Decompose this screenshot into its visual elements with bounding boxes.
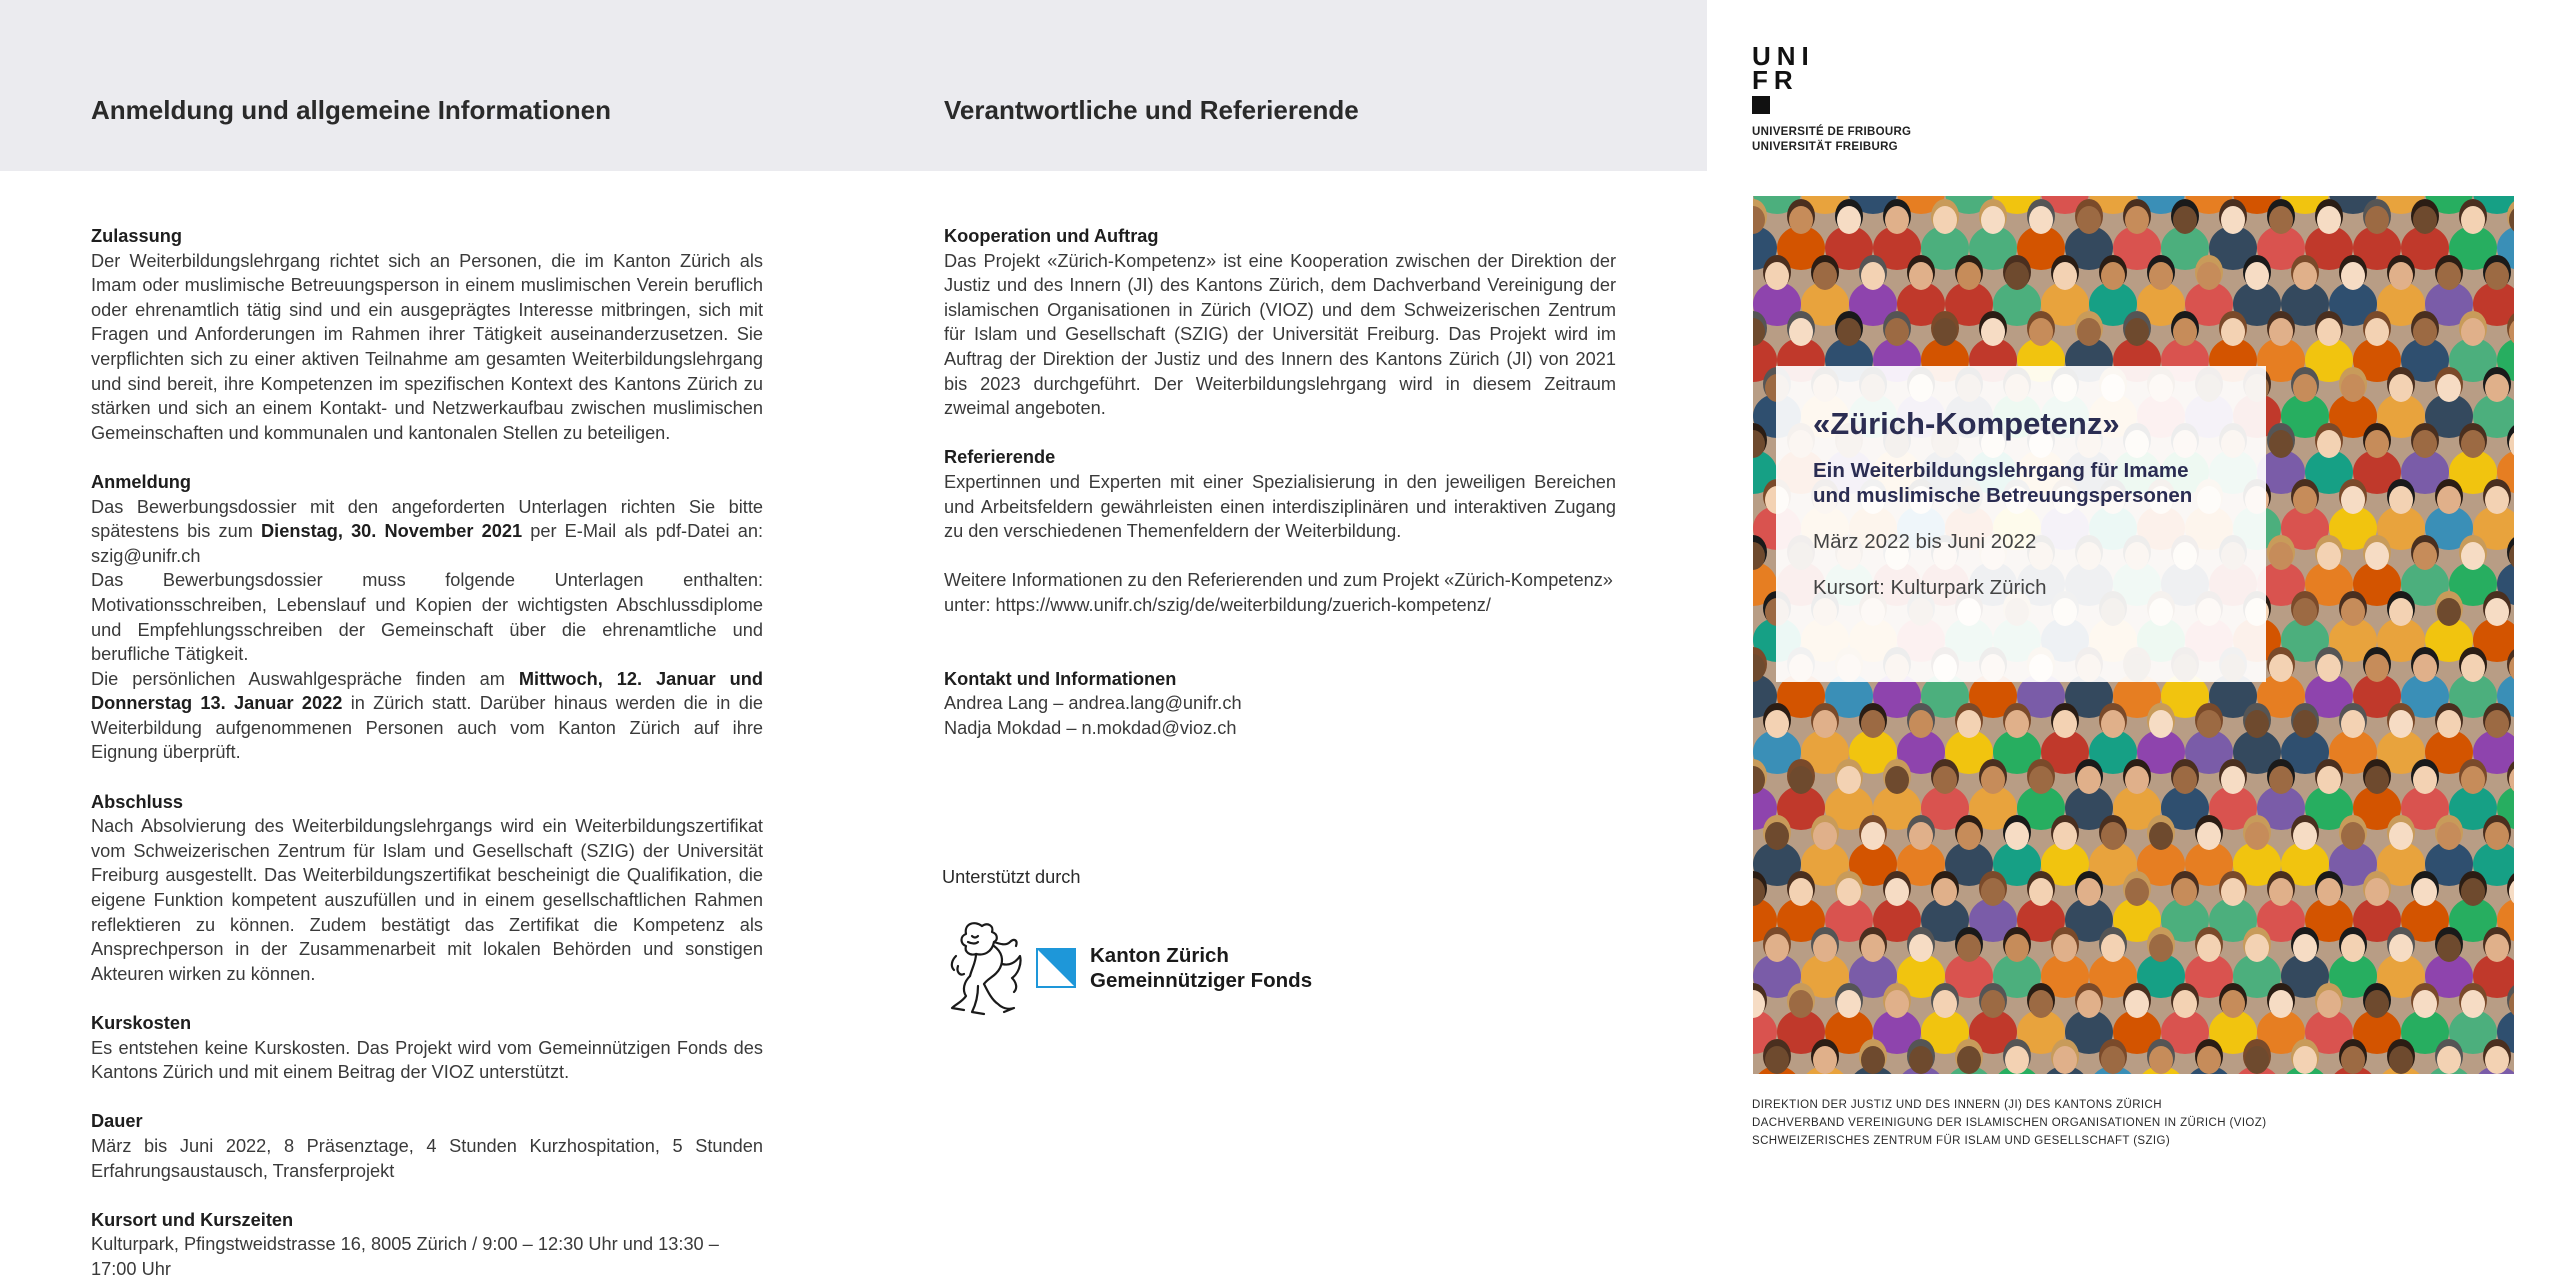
section-title: Anmeldung bbox=[91, 471, 192, 492]
section-text: März bis Juni 2022, 8 Präsenztage, 4 Stunden Kurzhospitation, 5 Stunden Erfahrungsaustausch, Transferprojekt bbox=[91, 1135, 763, 1181]
partner-szig: SCHWEIZERISCHES ZENTRUM FÜR ISLAM UND GESELLSCHAFT (SZIG) bbox=[1752, 1135, 2171, 1147]
section-kurskosten bbox=[91, 1011, 763, 1085]
middle-column-heading: Verantwortliche und Referierende bbox=[944, 95, 1359, 125]
org-name-line2: Gemeinnütziger Fonds bbox=[1090, 968, 1313, 992]
section-title: Kooperation und Auftrag bbox=[944, 226, 1159, 246]
section-kontakt bbox=[944, 667, 1616, 741]
section-abschluss bbox=[91, 790, 763, 987]
text-run: per E-Mail als pdf-Datei an: szig@unifr.ch bbox=[91, 521, 764, 566]
support-label: Unterstützt durch bbox=[942, 867, 1081, 888]
section-text: Der Weiterbildungslehrgang richtet sich an Personen, die im Kanton Zürich als Imam oder muslimische Betreuungsperson in einem muslimischen Verein beruflich oder ehrenamtlich tätig sind und ein ausgeprägtes Interesse mitbringen, sich mit Fragen und Anforderungen im Rahmen ihrer Tätigkeit auseinanderzusetzen. Sie verpflichten sich zu einer aktiven Teilnahme am gesamten Weiterbildungslehrgang und sind bereit, ihre Kompetenzen im spezifischen Kontext des Kantons Zürich zu stärken und sich an einem Kontakt- und Netzwerkaufbau zwischen muslimischen Gemeinschaften und kommunalen und kantonalen Stellen zu beteiligen. bbox=[91, 250, 763, 443]
unifr-square-icon bbox=[1752, 96, 1770, 114]
course-subtitle bbox=[1813, 458, 2230, 508]
cover-title-box bbox=[1776, 366, 2266, 682]
kanton-zuerich-logo bbox=[942, 916, 1616, 1020]
unifr-mark bbox=[1752, 41, 1911, 114]
section-text bbox=[91, 495, 763, 569]
more-info-link[interactable]: unter: https://www.unifr.ch/szig/de/weiterbildung/zuerich-kompetenz/ bbox=[944, 594, 1491, 615]
support-block bbox=[942, 865, 1616, 1020]
zurich-flag-icon bbox=[1036, 948, 1076, 988]
left-column-heading: Anmeldung und allgemeine Informationen bbox=[91, 95, 612, 125]
section-title: Referierende bbox=[944, 447, 1056, 468]
unifr-mark-line2: FR bbox=[1752, 65, 1799, 95]
partner-vioz: DACHVERBAND VEREINIGUNG DER ISLAMISCHEN ORGANISATIONEN IN ZÜRICH (VIOZ) bbox=[1752, 1117, 2267, 1129]
course-title: «Zürich-Kompetenz» bbox=[1813, 406, 2120, 441]
section-text: Expertinnen und Experten mit einer Spezialisierung in den jeweiligen Bereichen und Arbeitsfeldern gewährleisten einen interdisziplinären und interaktiven Zugang zu den verschiedenen Themenfeldern der Weiterbildung. bbox=[944, 471, 1616, 542]
section-kooperation bbox=[944, 224, 1616, 421]
section-title: Kursort und Kurszeiten bbox=[91, 1209, 294, 1230]
deadline-date: Dienstag, 30. November 2021 bbox=[261, 521, 523, 542]
unifr-logo bbox=[1752, 41, 1912, 155]
section-referierende bbox=[944, 445, 1616, 617]
section-dauer bbox=[91, 1109, 763, 1183]
org-name-line1: Kanton Zürich bbox=[1090, 943, 1229, 967]
contact-andrea-lang[interactable]: Andrea Lang – andrea.lang@unifr.ch bbox=[944, 693, 1242, 714]
section-text: Es entstehen keine Kurskosten. Das Projekt wird vom Gemeinnützigen Fonds des Kantons Zürich und mit einem Beitrag der VIOZ unterstützt. bbox=[91, 1037, 763, 1083]
section-text: Nach Absolvierung des Weiterbildungslehrgangs wird ein Weiterbildungszertifikat vom Schweizerischen Zentrum für Islam und Gesellschaft (SZIG) der Universität Freiburg ausgestellt. Das Weiterbildungszertifikat bescheinigt die Qualifikation, die eigene Funktion kompetent auszufüllen und in einem gesellschaftlichen Rahmen reflektieren zu können. Zudem bestätigt das Zertifikat die Kompetenz als Ansprechperson in der Zusammenarbeit mit lokalen Behörden und sonstigen Akteuren wirken zu können. bbox=[91, 816, 763, 984]
left-column bbox=[91, 224, 763, 1282]
interview-dates: Mittwoch, 12. Januar und Donnerstag 13. Januar 2022 bbox=[91, 668, 764, 714]
section-kursort bbox=[91, 1208, 763, 1282]
course-dates: März 2022 bis Juni 2022 bbox=[1813, 530, 2037, 553]
university-name bbox=[1752, 125, 1911, 155]
section-title: Zulassung bbox=[91, 226, 182, 246]
header-band bbox=[0, 0, 1707, 171]
zurich-lion-icon bbox=[942, 916, 1026, 1020]
section-anmeldung bbox=[91, 470, 763, 765]
text-run: Das Bewerbungsdossier mit den angeforderten Unterlagen richten Sie bitte spätestens bis zum bbox=[91, 496, 763, 542]
section-text: Kulturpark, Pfingstweidstrasse 16, 8005 Zürich / 9:00 – 12:30 Uhr und 13:30 – 17:00 Uhr bbox=[91, 1234, 719, 1279]
section-title: Kontakt und Informationen bbox=[944, 668, 1177, 689]
university-name-de: UNIVERSITÄT FREIBURG bbox=[1752, 141, 1898, 153]
section-text: Das Projekt «Zürich-Kompetenz» ist eine Kooperation zwischen der Direktion der Justiz und des Innern (JI) des Kantons Zürich, dem Dachverband Vereinigung der islamischen Organisationen in Zürich (VIOZ) und dem Schweizerischen Zentrum für Islam und Gesellschaft (SZIG) der Universität Freiburg. Das Projekt wird im Auftrag der Direktion der Justiz und des Innern des Kantons Zürich (JI) von 2021 bis 2023 durchgeführt. Der Weiterbildungslehrgang wird in diesem Zeitraum zweimal angeboten. bbox=[944, 250, 1616, 419]
course-subtitle-line1: Ein Weiterbildungslehrgang für Imame bbox=[1813, 459, 2189, 482]
course-subtitle-line2: und muslimische Betreuungspersonen bbox=[1813, 484, 2193, 507]
section-zulassung bbox=[91, 224, 763, 445]
text-run: in Zürich statt. Darüber hinaus werden die in die Weiterbildung aufgenommenen Personen auch vom Kanton Zürich auf ihre Eignung überprüft. bbox=[91, 693, 763, 763]
section-title: Dauer bbox=[91, 1111, 143, 1132]
partner-ji: DIREKTION DER JUSTIZ UND DES INNERN (JI) DES KANTONS ZÜRICH bbox=[1752, 1099, 2162, 1111]
partners-footer bbox=[1752, 1096, 2266, 1150]
section-text: Das Bewerbungsdossier muss folgende Unterlagen enthalten: Motivationsschreiben, Lebenslauf und Kopien der wichtigsten Abschlussdiplome und Empfehlungsschreiben der Gemeinschaft über die ehrenamtliche und berufliche Tätigkeit. bbox=[91, 570, 763, 665]
kanton-zuerich-wordmark bbox=[1090, 943, 1312, 993]
section-title: Kurskosten bbox=[91, 1013, 192, 1033]
more-info-text: Weitere Informationen zu den Referierenden und zum Projekt «Zürich-Kompetenz» bbox=[944, 570, 1613, 591]
text-run: Die persönlichen Auswahlgespräche finden am bbox=[91, 668, 519, 689]
section-title: Abschluss bbox=[91, 791, 183, 812]
middle-column bbox=[944, 224, 1616, 1020]
course-location: Kursort: Kulturpark Zürich bbox=[1813, 576, 2047, 599]
contact-nadja-mokdad[interactable]: Nadja Mokdad – n.mokdad@vioz.ch bbox=[944, 717, 1237, 738]
university-name-fr: UNIVERSITÉ DE FRIBOURG bbox=[1752, 126, 1912, 138]
section-text bbox=[91, 667, 763, 765]
unifr-mark-line1: UNI bbox=[1752, 41, 1815, 71]
